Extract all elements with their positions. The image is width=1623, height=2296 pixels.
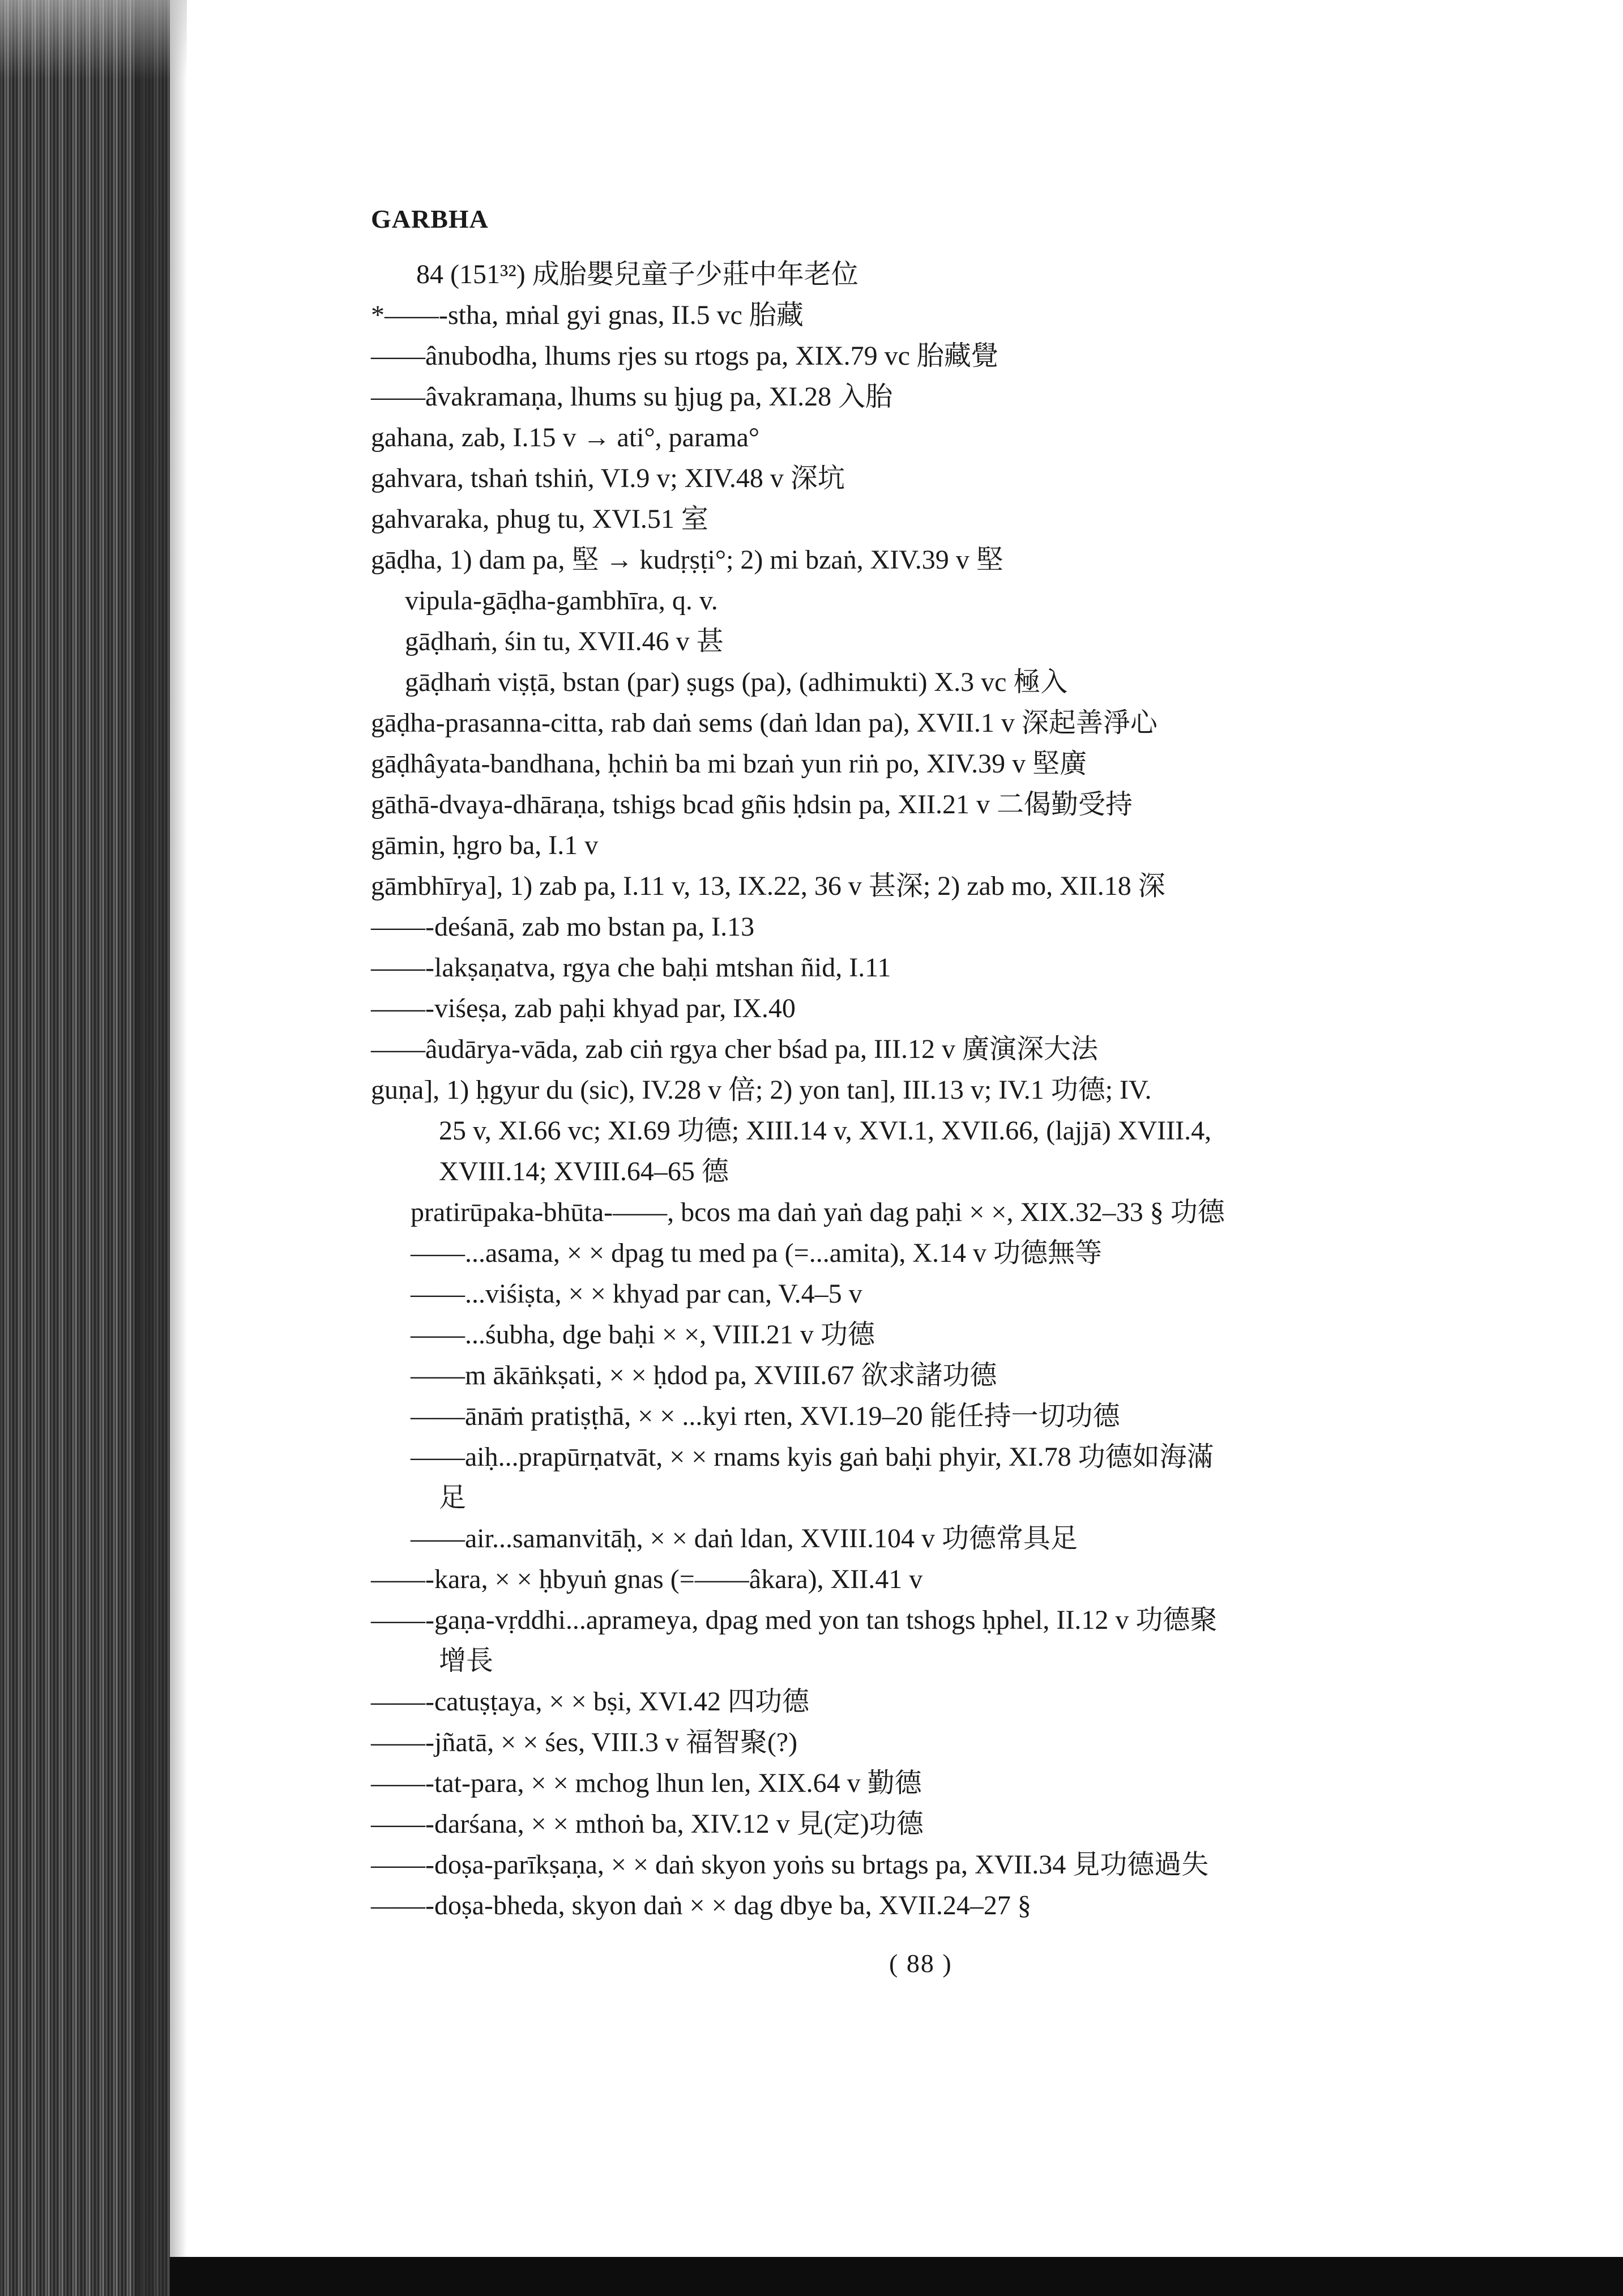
dictionary-entry-line: gāḍha-prasanna-citta, rab daṅ sems (daṅ ldan pa), XVII.1 v 深起善淨心 bbox=[371, 708, 1158, 738]
scan-shading bbox=[0, 0, 187, 79]
dictionary-entry-line: gāḍhâyata-bandhana, ḥchiṅ ba mi bzaṅ yun riṅ po, XIV.39 v 堅廣 bbox=[371, 749, 1087, 779]
section-heading: GARBHA bbox=[371, 204, 489, 233]
dictionary-entry-line: ——...viśiṣta, × × khyad par can, V.4–5 v bbox=[411, 1279, 862, 1309]
dictionary-entry-line: ——-kara, × × ḥbyuṅ gnas (=——âkara), XII.41 v bbox=[371, 1564, 923, 1594]
scan-bottom-edge bbox=[170, 2257, 1623, 2296]
dictionary-entry-line: ——-deśanā, zab mo bstan pa, I.13 bbox=[371, 912, 755, 942]
dictionary-entry-line: ——-lakṣaṇatva, rgya che baḥi mtshan ñid, I.11 bbox=[371, 953, 891, 983]
dictionary-entry-line: ——m ākāṅkṣati, × × ḥdod pa, XVIII.67 欲求諸功德 bbox=[411, 1360, 997, 1390]
dictionary-entry-line: gahana, zab, I.15 v → ati°, parama° bbox=[371, 423, 760, 453]
dictionary-entry-line: 84 (151³²) 成胎嬰兒童子少莊中年老位 bbox=[416, 259, 859, 289]
dictionary-entry-line: gāḍhaṁ, śin tu, XVII.46 v 甚 bbox=[405, 626, 724, 656]
dictionary-entry-line: ——-jñatā, × × śes, VIII.3 v 福智聚(?) bbox=[371, 1727, 798, 1757]
dictionary-entry-line: ——aiḥ...prapūrṇatvāt, × × rnams kyis gaṅ baḥi phyir, XI.78 功德如海滿 bbox=[411, 1442, 1214, 1472]
dictionary-page bbox=[371, 204, 1549, 1926]
dictionary-entry-line: ——ânubodha, lhums rjes su rtogs pa, XIX.79 vc 胎藏覺 bbox=[371, 341, 998, 371]
dictionary-entry-line: ——-doṣa-bheda, skyon daṅ × × dag dbye ba, XVII.24–27 § bbox=[371, 1890, 1031, 1921]
dictionary-entry-line: gāmin, ḥgro ba, I.1 v bbox=[371, 830, 599, 860]
page-number: ( 88 ) bbox=[889, 1949, 953, 1978]
dictionary-entry-line: ——-tat-para, × × mchog lhun len, XIX.64 v 勤德 bbox=[371, 1768, 922, 1798]
dictionary-entry-line: gahvara, tshaṅ tshiṅ, VI.9 v; XIV.48 v 深坑 bbox=[371, 463, 845, 493]
dictionary-entry-line: XVIII.14; XVIII.64–65 德 bbox=[439, 1156, 729, 1187]
dictionary-entry-line: gāmbhīrya], 1) zab pa, I.11 v, 13, IX.22, 36 v 甚深; 2) zab mo, XII.18 深 bbox=[371, 871, 1165, 901]
dictionary-entry-line: gāthā-dvaya-dhāraṇa, tshigs bcad gñis ḥdsin pa, XII.21 v 二偈勤受持 bbox=[371, 789, 1133, 820]
dictionary-entry-line: *——-stha, mṅal gyi gnas, II.5 vc 胎藏 bbox=[371, 300, 804, 330]
dictionary-entry-line: vipula-gāḍha-gambhīra, q. v. bbox=[405, 586, 718, 616]
dictionary-entry-line: guṇa], 1) ḥgyur du (sic), IV.28 v 倍; 2) yon tan], III.13 v; IV.1 功德; IV. bbox=[371, 1075, 1152, 1105]
dictionary-entry-line: gahvaraka, phug tu, XVI.51 室 bbox=[371, 504, 708, 534]
binding-shadow bbox=[136, 0, 187, 2296]
dictionary-entry-line: ——-darśana, × × mthoṅ ba, XIV.12 v 見(定)功德 bbox=[371, 1809, 924, 1839]
dictionary-entry-line: 增長 bbox=[439, 1646, 494, 1676]
dictionary-entry-line: gāḍhaṁ viṣṭā, bstan (par) ṣugs (pa), (adhimukti) X.3 vc 極入 bbox=[405, 667, 1068, 697]
dictionary-entry-line: ——âvakramaṇa, lhums su ḫjug pa, XI.28 入胎 bbox=[371, 382, 893, 412]
dictionary-entry-line: ——ānāṁ pratiṣṭhā, × × ...kyi rten, XVI.19–20 能任持一切功德 bbox=[411, 1401, 1120, 1431]
dictionary-entry-line: pratirūpaka-bhūta-——, bcos ma daṅ yaṅ dag paḥi × ×, XIX.32–33 § 功德 bbox=[411, 1197, 1225, 1227]
dictionary-entry-line: 足 bbox=[439, 1483, 467, 1513]
dictionary-entry-line: ——...śubha, dge baḥi × ×, VIII.21 v 功德 bbox=[411, 1320, 875, 1350]
dictionary-entry-line: ——...asama, × × dpag tu med pa (=...amita), X.14 v 功德無等 bbox=[411, 1238, 1102, 1268]
dictionary-entry-line: gāḍha, 1) dam pa, 堅 → kudṛṣṭi°; 2) mi bzaṅ, XIV.39 v 堅 bbox=[371, 545, 1003, 575]
dictionary-entry-line: ——air...samanvitāḥ, × × daṅ ldan, XVIII.104 v 功德常具足 bbox=[411, 1523, 1078, 1554]
dictionary-entry-line: ——âudārya-vāda, zab ciṅ rgya cher bśad pa, III.12 v 廣演深大法 bbox=[371, 1034, 1099, 1064]
dictionary-entry-line: ——-catuṣṭaya, × × bṣi, XVI.42 四功德 bbox=[371, 1687, 810, 1717]
dictionary-entry-line: 25 v, XI.66 vc; XI.69 功德; XIII.14 v, XVI.1, XVII.66, (lajjā) XVIII.4, bbox=[439, 1116, 1212, 1146]
dictionary-entry-line: ——-viśeṣa, zab paḥi khyad par, IX.40 bbox=[371, 993, 796, 1023]
dictionary-entry-line: ——-gaṇa-vṛddhi...aprameya, dpag med yon tan tshogs ḥphel, II.12 v 功德聚 bbox=[371, 1605, 1218, 1635]
entry-list bbox=[371, 254, 1549, 1926]
dictionary-entry-line: ——-doṣa-parīkṣaṇa, × × daṅ skyon yoṅs su brtags pa, XVII.34 見功德過失 bbox=[371, 1850, 1209, 1880]
